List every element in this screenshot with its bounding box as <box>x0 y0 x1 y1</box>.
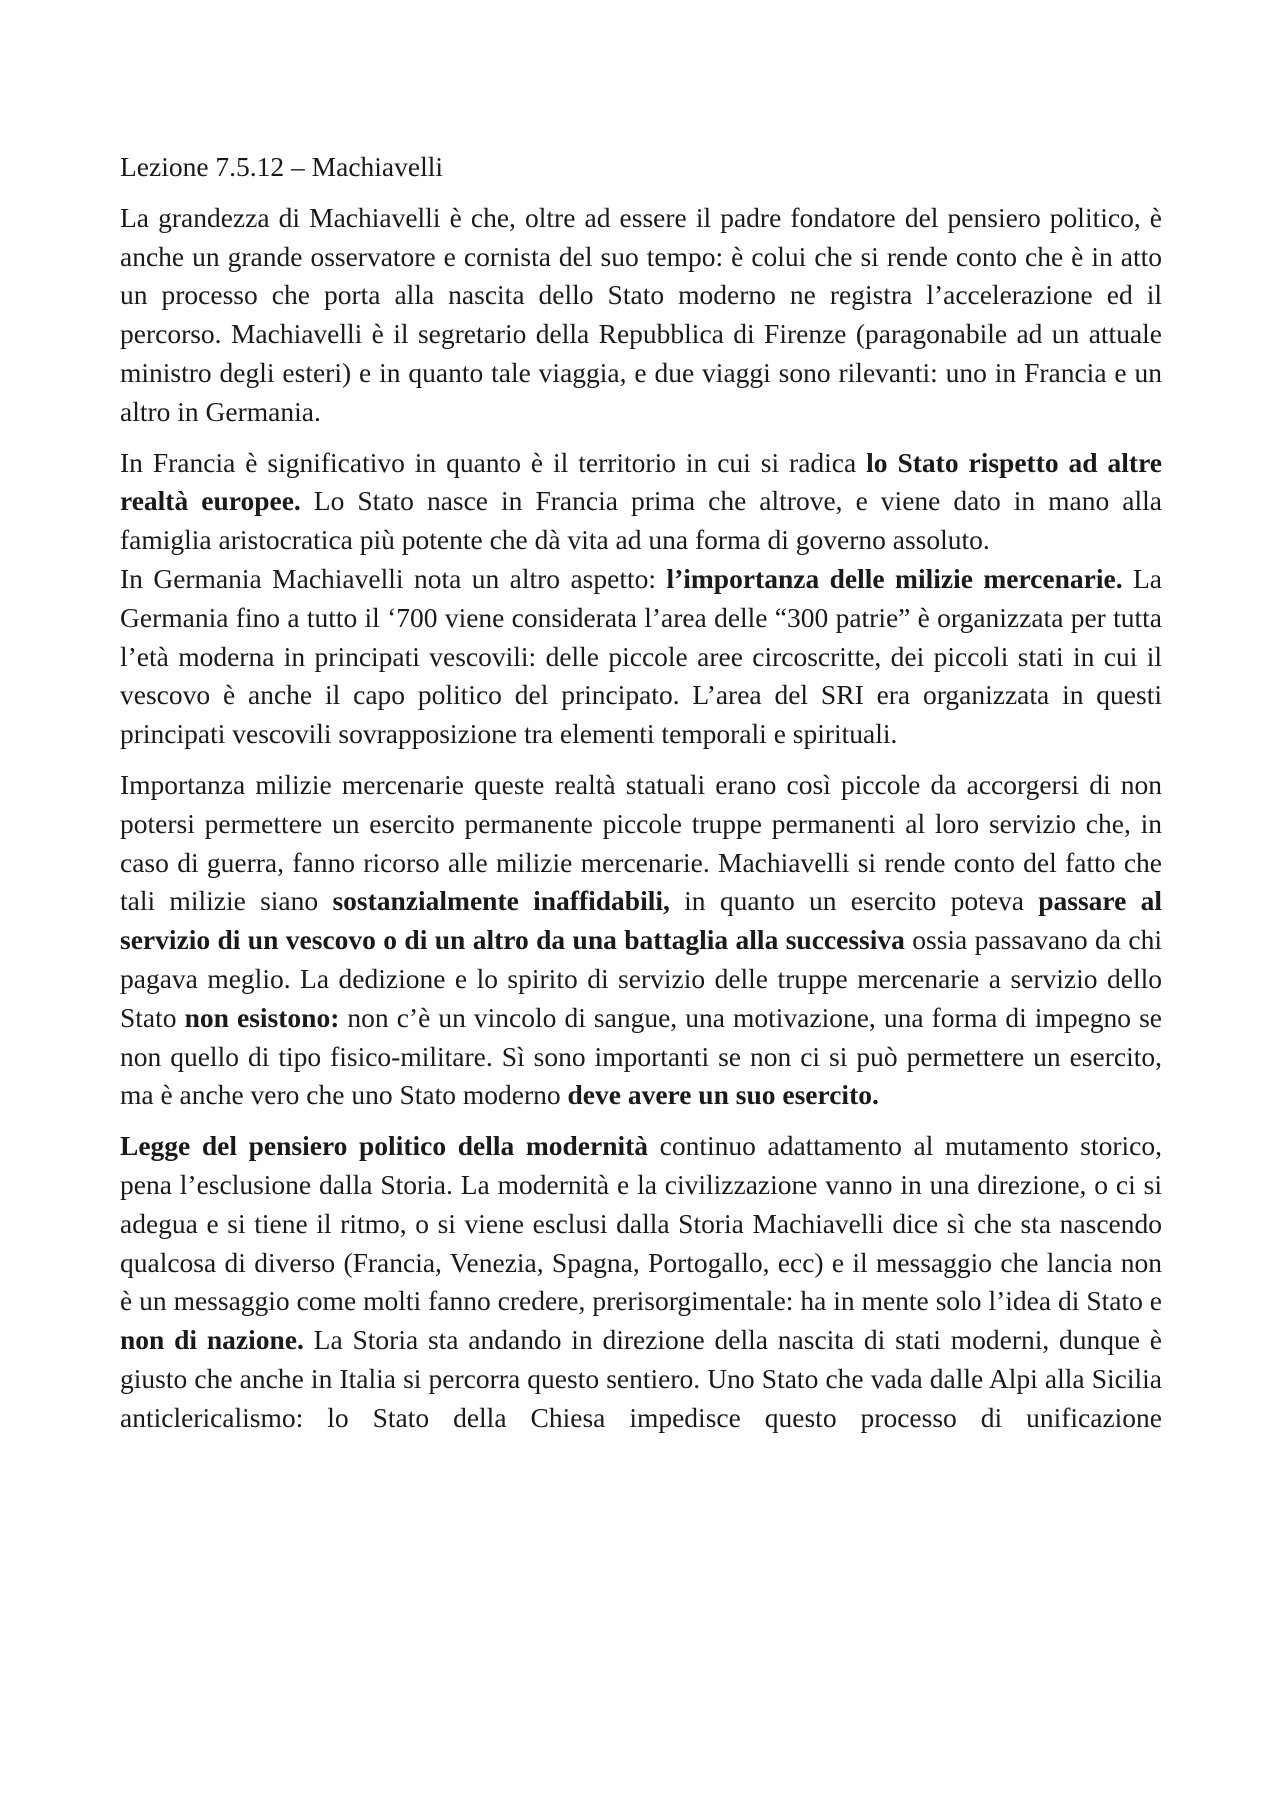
paragraph-text: In Germania Machiavelli nota un altro aspetto: <box>120 562 667 594</box>
paragraph-legge <box>120 1127 1162 1437</box>
paragraph-germania <box>120 560 1162 754</box>
bold-text: non esistono: <box>184 1001 340 1033</box>
document-page <box>120 148 1162 1450</box>
paragraph-text: ossia passavano da chi pagava meglio. La dedizione e lo spirito di servizio delle truppe mercenarie a servizio dello Stato <box>120 924 1162 1033</box>
paragraph-text: La Germania fino a tutto il ‘700 viene considerata l’area delle “300 patrie” è organizzata per tutta l’età moderna in principati vescovili: delle piccole aree circoscritte, dei piccoli stati in cui il vescovo è anche il capo politico del principato. L’area del SRI era organizzata in questi principati vescovili sovrapposizione tra elementi temporali e spirituali. <box>120 562 1163 750</box>
paragraph-text: in quanto un esercito poteva <box>669 885 1039 917</box>
bold-text: Legge del pensiero politico della modernità <box>120 1130 649 1162</box>
bold-text: sostanzialmente inaffidabili, <box>332 885 670 917</box>
paragraph-intro <box>120 199 1162 432</box>
paragraph-francia <box>120 444 1162 560</box>
paragraph-text: La Storia sta andando in direzione della nascita di stati moderni, dunque è giusto che anche in Italia si percorra questo sentiero. Uno Stato che vada dalle Alpi alla Sicilia anticlericalismo: lo Stato della Chiesa impedisce questo processo di unificazione <box>120 1324 1163 1433</box>
bold-text: passare al servizio di un vescovo o di un altro da una battaglia alla successiva <box>120 885 1163 956</box>
paragraph-text: Lo Stato nasce in Francia prima che altrove, e viene dato in mano alla famiglia aristocratica più potente che dà vita ad una forma di governo assoluto. <box>120 485 1162 556</box>
paragraph-text: La grandezza di Machiavelli è che, oltre ad essere il padre fondatore del pensiero politico, è anche un grande osservatore e cornista del suo tempo: è colui che si rende conto che è in atto un processo che porta alla nascita dello Stato moderno ne registra l’accelerazione ed il percorso. Machiavelli è il segretario della Repubblica di Firenze (paragonabile ad un attuale ministro degli esteri) e in quanto tale viaggia, e due viaggi sono rilevanti: uno in Francia e un altro in Germania. <box>120 201 1162 427</box>
paragraph-text: Importanza milizie mercenarie queste realtà statuali erano così piccole da accorgersi di non potersi permettere un esercito permanente piccole truppe permanenti al loro servizio che, in caso di guerra, fanno ricorso alle milizie mercenarie. Machiavelli si rende conto del fatto che tali milizie siano <box>120 768 1162 917</box>
bold-text: non di nazione. <box>120 1324 304 1356</box>
bold-text: l’importanza delle milizie mercenarie. <box>666 562 1123 594</box>
paragraph-milizie <box>120 766 1162 1115</box>
paragraph-text: non c’è un vincolo di sangue, una motivazione, una forma di impegno se non quello di tipo fisico-militare. Sì sono importanti se non ci si può permettere un esercito, ma è anche vero che uno Stato moderno <box>120 1001 1162 1111</box>
lesson-title: Lezione 7.5.12 – Machiavelli <box>120 151 444 182</box>
paragraph-text: In Francia è significativo in quanto è il territorio in cui si radica <box>120 446 867 478</box>
bold-text: deve avere un suo esercito. <box>567 1079 879 1111</box>
paragraph-text: continuo adattamento al mutamento storico, pena l’esclusione dalla Storia. La modernità e la civilizzazione vanno in una direzione, o ci si adegua e si tiene il ritmo, o si viene esclusi dalla Storia Machiavelli dice sì che sta nascendo qualcosa di diverso (Francia, Venezia, Spagna, Portogallo, ecc) e il messaggio che lancia non è un messaggio come molti fanno credere, prerisorgimentale: ha in mente solo l’idea di Stato e <box>120 1130 1162 1317</box>
bold-text: lo Stato rispetto ad altre realtà europee. <box>120 446 1162 517</box>
